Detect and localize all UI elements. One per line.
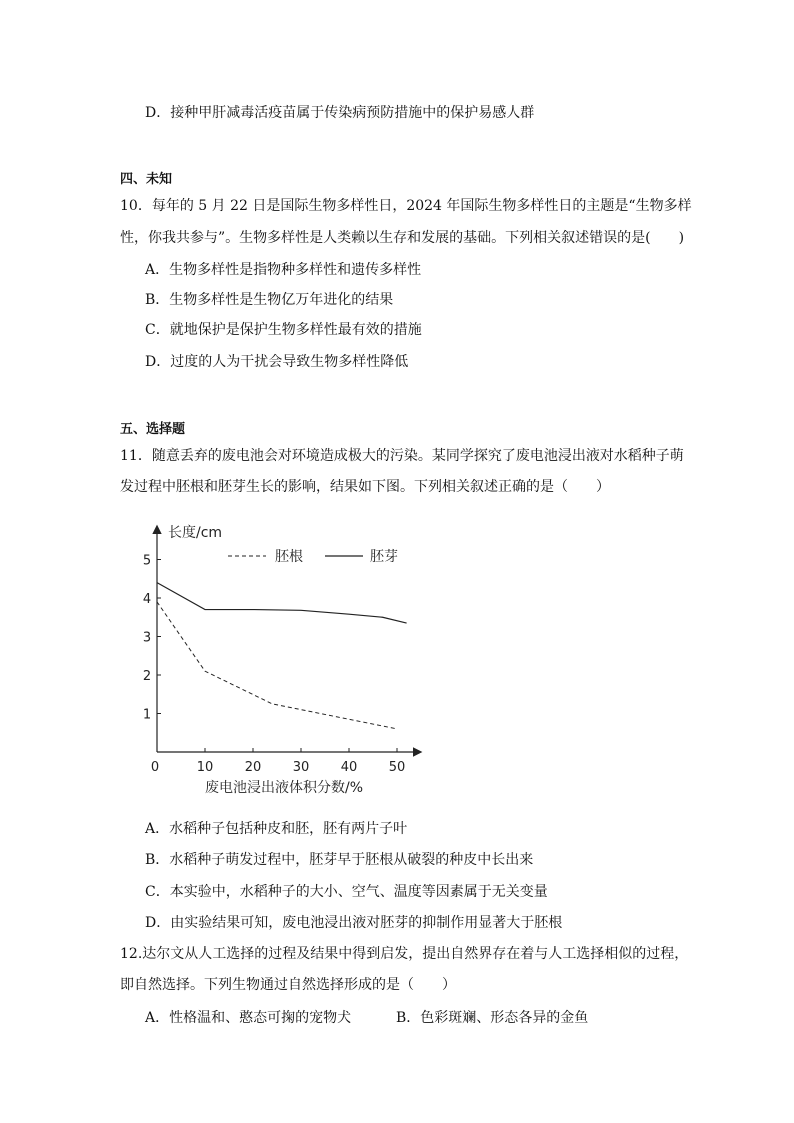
legend-label-root: 胚根 [275,549,303,565]
y-axis-label: 长度/cm [168,525,223,541]
q12-option-b: B．色彩斑斓、形态各异的金鱼 [396,1010,589,1026]
q10-stem-line-2: 性，你我共参与”。生物多样性是人类赖以生存和发展的基础。下列相关叙述错误的是( ) [120,230,685,246]
q10-stem-line-1: 10．每年的 5 月 22 日是国际生物多样性日，2024 年国际生物多样性日的主题是“生物多样 [120,198,692,214]
q10-option-a: A．生物多样性是指物种多样性和遗传多样性 [145,262,422,278]
x-axis-label: 废电池浸出液体积分数/% [205,780,364,796]
x-tick-label: 10 [196,760,214,775]
y-tick-label: 3 [142,630,152,646]
y-tick-label: 4 [142,592,152,607]
q11-stem-line-1: 11．随意丢弃的废电池会对环境造成极大的污染。某同学探究了废电池浸出液对水稻种子萌 [120,448,684,464]
q11-option-b: B．水稻种子萌发过程中，胚芽早于胚根从破裂的种皮中长出来 [145,852,534,868]
q10-option-c: C．就地保护是保护生物多样性最有效的措施 [145,322,422,338]
y-tick-label: 1 [142,707,152,723]
q11-option-a: A．水稻种子包括种皮和胚，胚有两片子叶 [145,821,408,837]
q11-stem-line-2: 发过程中胚根和胚芽生长的影响，结果如下图。下列相关叙述正确的是（ ） [120,479,610,495]
q10-option-d: D．过度的人为干扰会导致生物多样性降低 [145,354,409,370]
q12-stem-line-2: 即自然选择。下列生物通过自然选择形成的是（ ） [120,977,456,993]
y-tick-label: 5 [142,553,152,569]
q12-option-a: A．性格温和、憨态可掬的宠物犬 [145,1010,352,1026]
x-tick-label: 20 [244,760,262,775]
q10-option-b: B．生物多样性是生物亿万年进化的结果 [145,292,394,308]
x-tick-label: 30 [292,760,310,775]
series-line-root [157,602,397,729]
series-line-shoot [157,583,407,623]
x-tick-label: 40 [340,760,358,775]
x-tick-label: 0 [150,760,160,775]
y-tick-label: 2 [142,669,152,684]
q9-option-d: D．接种甲肝减毒活疫苗属于传染病预防措施中的保护易感人群 [145,105,535,121]
section-4-heading: 四、未知 [120,172,173,187]
q11-option-d: D．由实验结果可知，废电池浸出液对胚芽的抑制作用显著大于胚根 [145,915,563,931]
x-tick-label: 50 [388,760,406,775]
q11-option-c: C．本实验中，水稻种子的大小、空气、温度等因素属于无关变量 [145,884,548,900]
q12-stem-line-1: 12.达尔文从人工选择的过程及结果中得到启发，提出自然界存在着与人工选择相似的过程， [120,946,689,962]
legend-label-shoot: 胚芽 [370,549,398,565]
embryo-growth-chart [130,515,430,800]
section-5-heading: 五、选择题 [120,422,186,437]
